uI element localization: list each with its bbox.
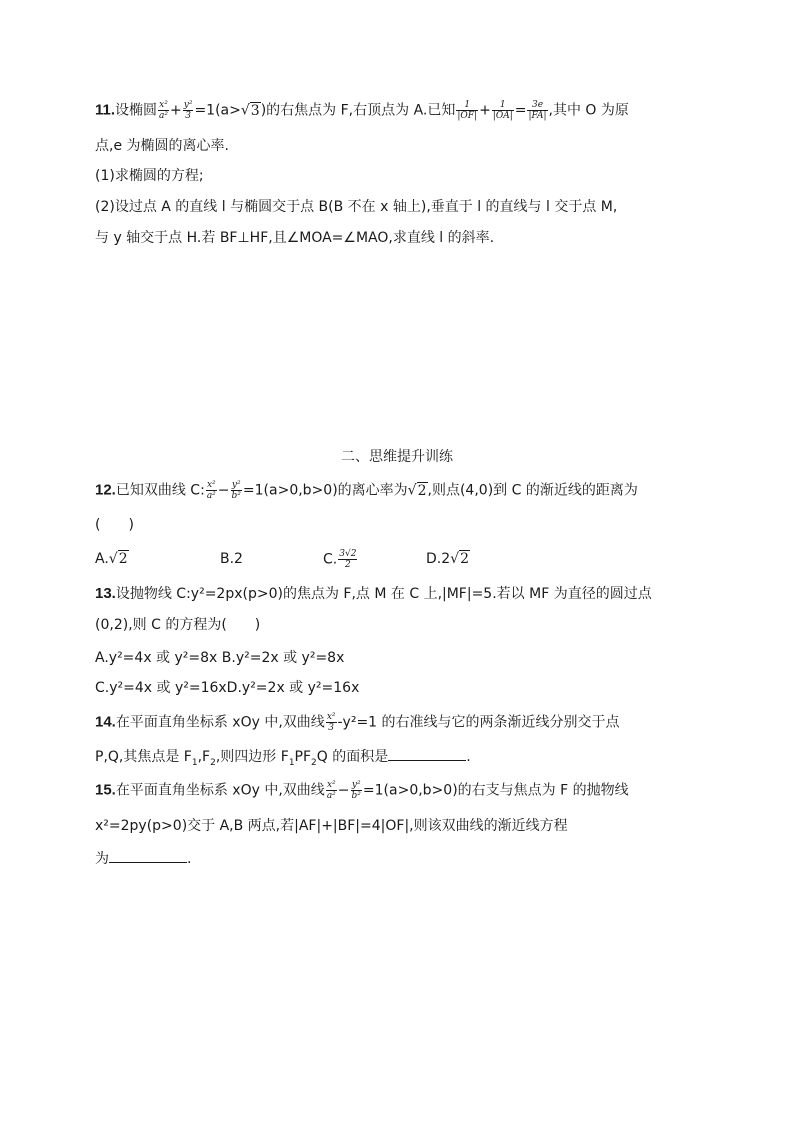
fraction: $\frac{\text{x²}}{\text{a²}}$: [206, 480, 216, 501]
option-d[interactable]: D.2√2: [426, 551, 469, 567]
fraction: $\frac{\text{x²}}{3}$: [326, 712, 336, 733]
fraction: $\frac{\text{x²}}{\text{a²}}$: [326, 780, 336, 801]
fraction: $\frac{\text{y²}}{3}$: [183, 100, 193, 121]
q13-options-ab[interactable]: A.y²=4x 或 y²=8x B.y²=2x 或 y²=8x: [95, 650, 345, 666]
q14-line-1: 14.在平面直角坐标系 xOy 中,双曲线 $\frac{\text{x²}}{3}$ -y²=1 的右准线与它的两条渐近线分别交于点: [95, 712, 620, 733]
fraction: $\frac{\text{y²}}{\text{b²}}$: [351, 780, 361, 801]
fraction: $\frac{1}{|OA|}$: [492, 100, 513, 121]
q15-line-1: 15.在平面直角坐标系 xOy 中,双曲线 $\frac{\text{x²}}{\text{a²}}$ − $\frac{\text{y²}}{\text{b²}}$ =1(a>0,b>0)的右支与焦点为 F 的抛物线: [95, 780, 629, 801]
section-title: 二、思维提升训练: [341, 449, 453, 465]
q11-text: 设椭圆: [115, 102, 158, 119]
q12-line-1: 12.已知双曲线 C: $\frac{\text{x²}}{\text{a²}}$ − $\frac{\text{y²}}{\text{b²}}$ =1(a>0,b>0)的离心率为√2,则点(4,0)到 C 的渐近线的距离为: [95, 480, 638, 501]
answer-blank[interactable]: [109, 848, 187, 863]
question-number: 13.: [95, 585, 116, 602]
q15-line-3: 为 .: [95, 848, 191, 869]
sqrt: √3: [240, 102, 260, 119]
q11-line-2: 点,e 为椭圆的离心率.: [95, 138, 229, 154]
fraction: $\frac{3e}{|FA|}$: [528, 100, 547, 121]
fraction: $\frac{\text{x²}}{\text{a²}}$: [159, 100, 169, 121]
answer-blank[interactable]: [388, 746, 466, 761]
q11-line-4: (2)设过点 A 的直线 l 与椭圆交于点 B(B 不在 x 轴上),垂直于 l 的直线与 l 交于点 M,: [95, 199, 618, 215]
fraction: $\frac{1}{|OF|}$: [457, 100, 478, 121]
q13-line-2: (0,2),则 C 的方程为( ): [95, 617, 261, 633]
question-number: 15.: [95, 781, 116, 799]
q13-options-cd[interactable]: C.y²=4x 或 y²=16xD.y²=2x 或 y²=16x: [95, 680, 360, 696]
fraction: $\frac{\text{y²}}{\text{b²}}$: [231, 480, 241, 501]
q11-line-5: 与 y 轴交于点 H.若 BF⊥HF,且∠MOA=∠MAO,求直线 l 的斜率.: [95, 230, 495, 246]
q11-line-3: (1)求椭圆的方程;: [95, 168, 204, 184]
option-a[interactable]: A.√2: [95, 551, 128, 567]
question-number: 14.: [95, 713, 116, 731]
q11-line-1: 11.设椭圆 $\frac{\text{x²}}{\text{a²}}$ + $\frac{\text{y²}}{3}$ =1(a>√3)的右焦点为 F,右顶点为 A.已知 $\frac{1}{|OF|}$ + $\frac{1}{|OA|}$ = $\frac{3e}{|FA|}$ ,其中 O 为原: [95, 100, 629, 121]
option-c[interactable]: C. $\frac{3√2}{2}$: [323, 549, 357, 570]
option-b[interactable]: B.2: [220, 551, 243, 567]
question-number: 11.: [95, 101, 116, 119]
q14-line-2: P,Q,其焦点是 $F_1,F_2$,则四边形 $F_1PF_2Q$ 的面积是 .: [95, 746, 471, 773]
q15-line-2: x²=2py(p>0)交于 A,B 两点,若|AF|+|BF|=4|OF|,则该双曲线的渐近线方程: [95, 818, 568, 834]
q13-line-1: 13.设抛物线 C:y²=2px(p>0)的焦点为 F,点 M 在 C 上,|MF|=5.若以 MF 为直径的圆过点: [95, 585, 652, 602]
question-number: 12.: [95, 481, 116, 499]
sqrt: √2: [407, 482, 427, 499]
q12-answer-paren: ( ): [95, 517, 134, 533]
